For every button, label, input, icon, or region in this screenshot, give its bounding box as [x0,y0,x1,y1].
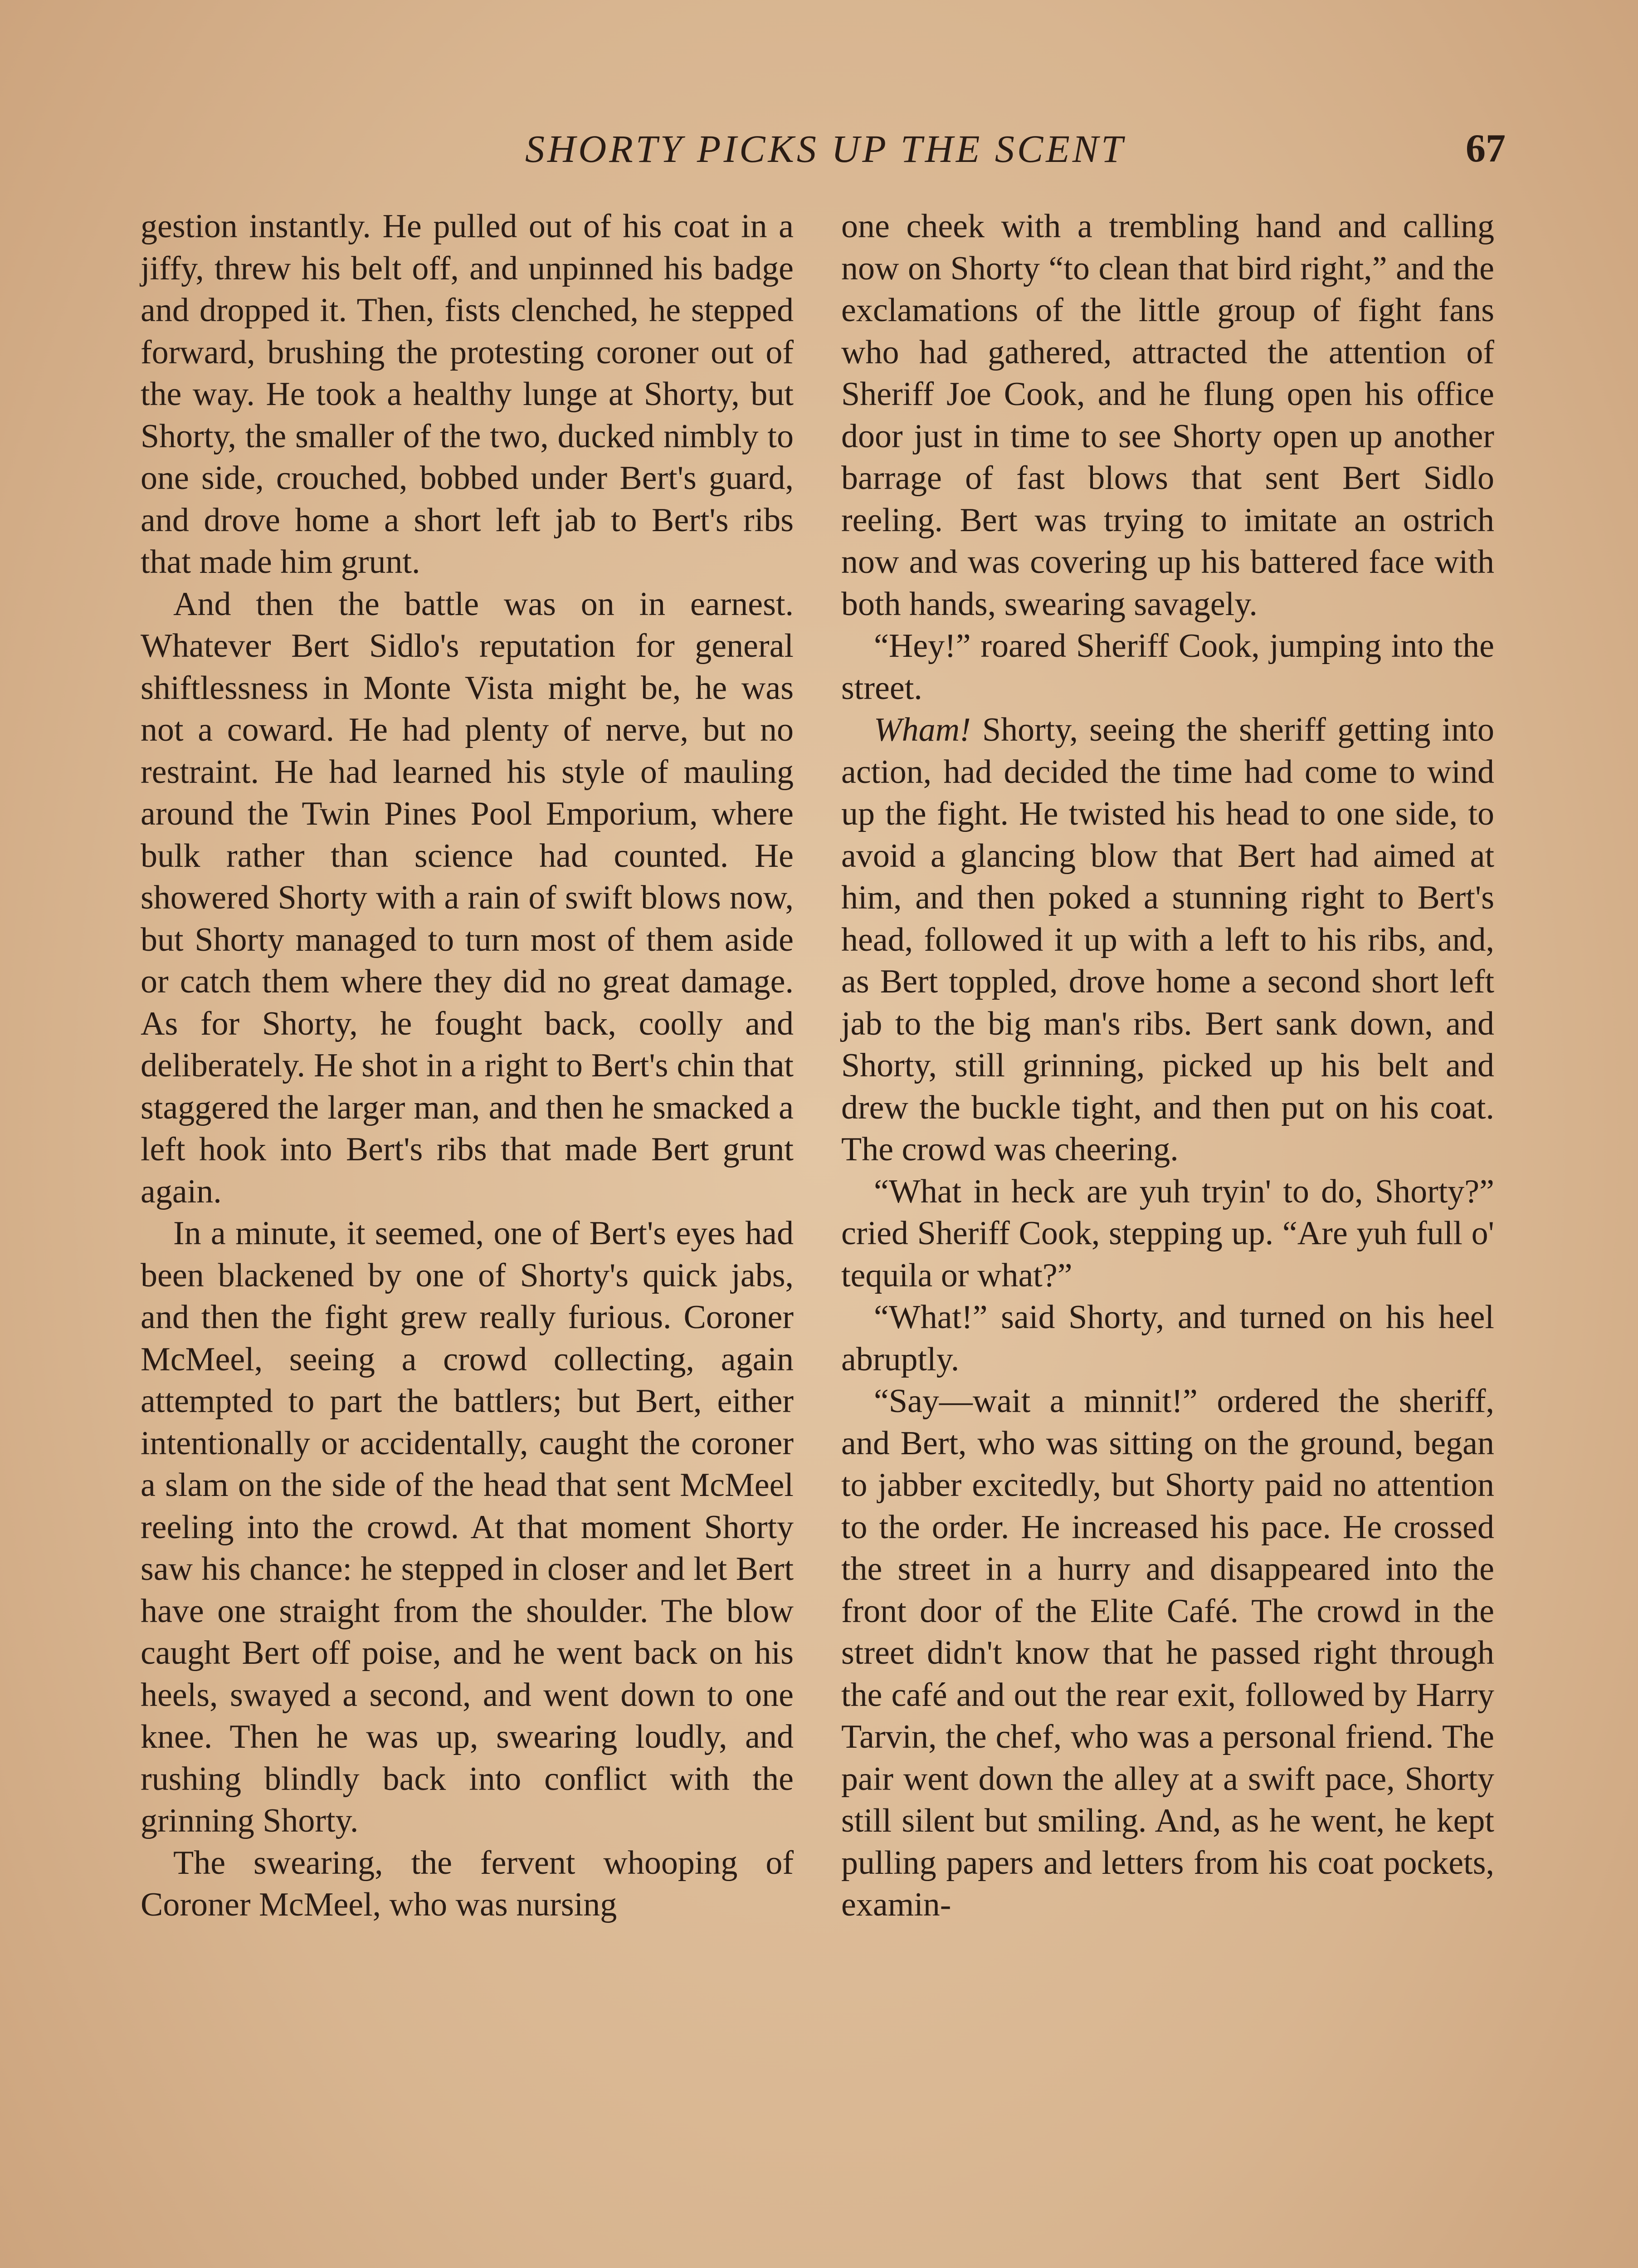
paragraph: gestion instantly. He pulled out of his coat in a jiffy, threw his belt off, and unpinned his badge and dropped it. Then, fists clenched, he stepped forward, brushing the protesting coroner out of the way. He took a healthy lunge at Shorty, but Shorty, the smaller of the two, ducked nimbly to one side, crouched, bobbed under Bert's guard, and drove home a short left jab to Bert's ribs that made him grunt. [141,208,794,581]
right-column [841,205,1494,1926]
paragraph: “Hey!” roared Sheriff Cook, jumping into the street. [841,627,1494,707]
left-column [141,205,794,1926]
page-header [0,122,1638,176]
paragraph [841,709,1494,1171]
running-title: SHORTY PICKS UP THE SCENT [525,127,1126,171]
paragraph: one cheek with a trembling hand and calling now on Shorty “to clean that bird right,” and the exclamations of the little group of fight fans who had gathered, attracted the attention of Sheriff Joe Cook, and he flung open his office door just in time to see Shorty open up another barrage of fast blows that sent Bert Sidlo reeling. Bert was trying to imitate an ostrich now and was covering up his battered face with both hands, swearing savagely. [841,208,1494,623]
paragraph: “What in heck are yuh tryin' to do, Shorty?” cried Sheriff Cook, stepping up. “Are yuh full o' tequila or what?” [841,1173,1494,1294]
paragraph: And then the battle was on in earnest. Whatever Bert Sidlo's reputation for general shiftlessness in Monte Vista might be, he was not a coward. He had plenty of nerve, but no restraint. He had learned his style of mauling around the Twin Pines Pool Emporium, where bulk rather than science had counted. He showered Shorty with a rain of swift blows now, but Shorty managed to turn most of them aside or catch them where they did no great damage. As for Shorty, he fought back, coolly and deliberately. He shot in a right to Bert's chin that staggered the larger man, and then he smacked a left hook into Bert's ribs that made Bert grunt again. [141,585,794,1210]
paragraph-text: Shorty, seeing the sheriff getting into action, had decided the time had come to wind up the fight. He twisted his head to one side, to avoid a glancing blow that Bert had aimed at him, and then poked a stunning right to Bert's head, followed it up with a left to his ribs, and, as Bert toppled, drove home a second short left jab to the big man's ribs. Bert sank down, and Shorty, still grinning, picked up his belt and drew the buckle tight, and then put on his coat. The crowd was cheering. [841,711,1494,1168]
paragraph: The swearing, the fervent whooping of Coroner McMeel, who was nursing [141,1844,794,1923]
page-number: 67 [1466,127,1506,171]
paragraph: “Say—wait a minnit!” ordered the sheriff, and Bert, who was sitting on the ground, began to jabber excitedly, but Shorty paid no attention to the order. He increased his pace. He crossed the street in a hurry and disappeared into the front door of the Elite Café. The crowd in the street didn't know that he passed right through the café and out the rear exit, followed by Harry Tarvin, the chef, who was a personal friend. The pair went down the alley at a swift pace, Shorty still silent but smiling. And, as he went, he kept pulling papers and letters from his coat pockets, examin- [841,1383,1494,1923]
emphasis-wham: Wham! [874,711,971,748]
paragraph: In a minute, it seemed, one of Bert's eyes had been blackened by one of Shorty's quick jabs, and then the fight grew really furious. Coroner McMeel, seeing a crowd collecting, again attempted to part the battlers; but Bert, either intentionally or accidentally, caught the coroner a slam on the side of the head that sent McMeel reeling into the crowd. At that moment Shorty saw his chance: he stepped in closer and let Bert have one straight from the shoulder. The blow caught Bert off poise, and he went back on his heels, swayed a second, and went down to one knee. Then he was up, swearing loudly, and rushing blindly back into conflict with the grinning Shorty. [141,1215,794,1839]
paragraph: “What!” said Shorty, and turned on his heel abruptly. [841,1299,1494,1378]
